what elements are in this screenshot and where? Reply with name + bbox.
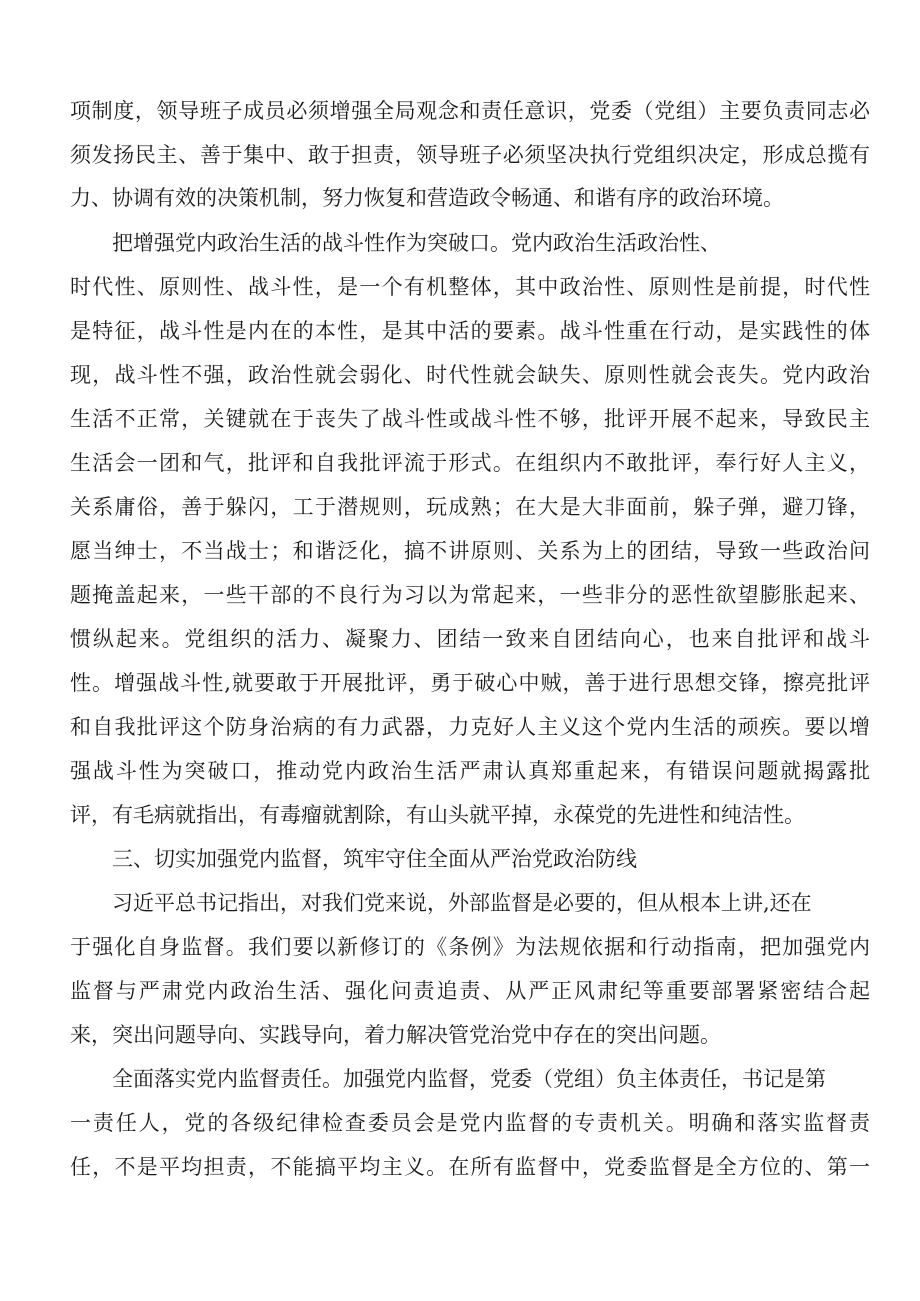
text-line: 一责任人，党的各级纪律检查委员会是党内监督的专责机关。明确和落实监督责 [70, 1111, 870, 1135]
text-line: 力、协调有效的决策机制，努力恢复和营造政令畅通、和谐有序的政治环境。 [70, 186, 784, 210]
text-line: 愿当绅士，不当战士；和谐泛化，搞不讲原则、关系为上的团结，导致一些政治问 [70, 539, 870, 563]
text-line: 把增强党内政治生活的战斗性作为突破口。党内政治生活政治性、 [112, 231, 721, 255]
section-heading: 三、切实加强党内监督，筑牢守住全面从严治党政治防线 [112, 847, 637, 871]
text-line: 须发扬民主、善于集中、敢于担责，领导班子必须坚决执行党组织决定，形成总揽有 [70, 143, 870, 167]
text-line: 习近平总书记指出，对我们党来说，外部监督是必要的，但从根本上讲,还在 [112, 891, 812, 915]
text-line: 性。增强战斗性,就要敢于开展批评，勇于破心中贼，善于进行思想交锋，擦亮批评 [70, 671, 870, 695]
text-line: 来，突出问题导向、实践导向，着力解决管党治党中存在的突出问题。 [70, 1023, 721, 1047]
text-line: 题掩盖起来，一些干部的不良行为习以为常起来，一些非分的恶性欲望膨胀起来、 [70, 583, 870, 607]
text-line: 是特征，战斗性是内在的本性，是其中活的要素。战斗性重在行动，是实践性的体 [70, 319, 870, 343]
text-line: 强战斗性为突破口，推动党内政治生活严肃认真郑重起来，有错误问题就揭露批 [70, 759, 870, 783]
text-line: 评，有毛病就指出，有毒瘤就割除，有山头就平掉，永葆党的先进性和纯洁性。 [70, 803, 805, 827]
text-line: 项制度，领导班子成员必须增强全局观念和责任意识，党委（党组）主要负责同志必 [70, 99, 870, 123]
text-line: 全面落实党内监督责任。加强党内监督，党委（党组）负主体责任，书记是第 [112, 1067, 826, 1091]
text-line: 关系庸俗，善于躲闪，工于潜规则，玩成熟；在大是大非面前，躲子弹，避刀锋， [70, 495, 870, 519]
text-line: 生活不正常，关键就在于丧失了战斗性或战斗性不够，批评开展不起来，导致民主 [70, 407, 870, 431]
text-line: 惯纵起来。党组织的活力、凝聚力、团结一致来自团结向心，也来自批评和战斗 [70, 627, 870, 651]
text-line: 现，战斗性不强，政治性就会弱化、时代性就会缺失、原则性就会丧失。党内政治 [70, 363, 870, 387]
text-line: 时代性、原则性、战斗性，是一个有机整体，其中政治性、原则性是前提，时代性 [70, 275, 870, 299]
text-line: 生活会一团和气，批评和自我批评流于形式。在组织内不敢批评，奉行好人主义， [70, 451, 870, 475]
text-line: 和自我批评这个防身治病的有力武器，力克好人主义这个党内生活的顽疾。要以增 [70, 715, 870, 739]
text-line: 任，不是平均担责，不能搞平均主义。在所有监督中，党委监督是全方位的、第一 [70, 1155, 870, 1179]
text-line: 于强化自身监督。我们要以新修订的《条例》为法规依据和行动指南，把加强党内 [70, 935, 870, 959]
text-line: 监督与严肃党内政治生活、强化问责追责、从严正风肃纪等重要部署紧密结合起 [70, 979, 870, 1003]
